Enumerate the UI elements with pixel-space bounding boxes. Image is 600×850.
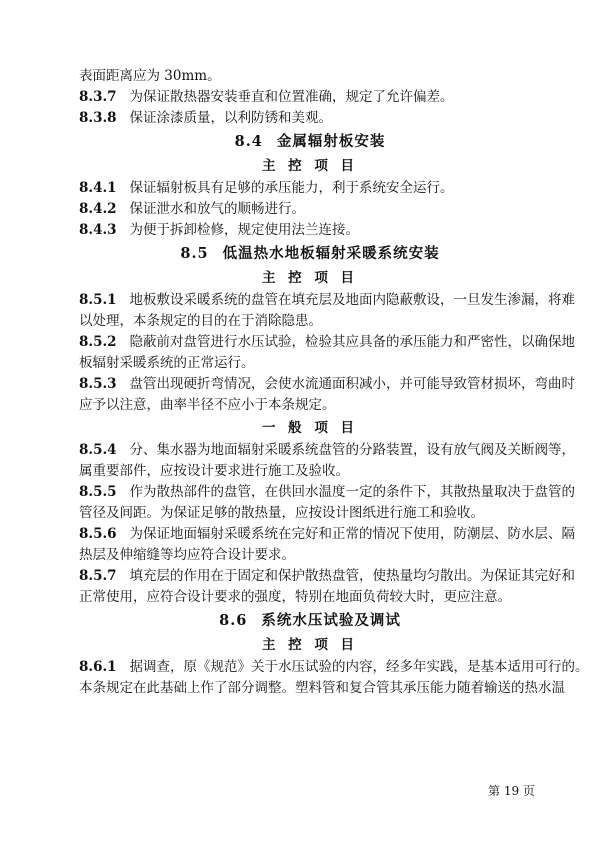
paragraph-line: 正常使用，应符合设计要求的强度，特别在地面负荷较大时，更应注意。 — [79, 589, 511, 605]
section-number: 8.5 — [180, 245, 209, 262]
paragraph-line: 本条规定在此基础上作了部分调整。塑料管和复合管其承压能力随着输送的热水温 — [79, 680, 565, 696]
section-title: 低温热水地板辐射采暖系统安装 — [222, 245, 440, 262]
subsection-heading: 主 控 项 目 — [261, 158, 359, 174]
clause-line — [79, 524, 575, 545]
document-body — [79, 66, 589, 699]
clause-line — [79, 374, 575, 395]
clause-line — [79, 657, 589, 678]
clause-number: 8.5.1 — [79, 292, 117, 308]
clause-number: 8.3.7 — [79, 89, 117, 105]
subsection-heading: 主 控 项 目 — [261, 637, 359, 653]
clause-number: 8.5.4 — [79, 442, 117, 458]
clause-line — [79, 566, 575, 587]
paragraph-line: 以处理，本条规定的目的在于消除隐患。 — [79, 313, 322, 329]
clause-line — [79, 87, 541, 108]
paragraph-line: 热层及伸缩缝等均应符合设计要求。 — [79, 547, 295, 563]
clause-text: 保证涂漆质量，以利防锈和美观。 — [129, 110, 332, 126]
clause-text: 填充层的作用在于固定和保护散热盘管，使热量均匀散出。为保证其完好和 — [129, 568, 575, 584]
paragraph-line: 表面距离应为 30mm。 — [79, 68, 221, 84]
clause-text: 地板敷设采暖系统的盘管在填充层及地面内隐蔽敷设，一旦发生渗漏，将难 — [129, 292, 575, 308]
clause-text: 为保证散热器安装垂直和位置准确，规定了允许偏差。 — [129, 89, 454, 105]
clause-number: 8.4.1 — [79, 180, 117, 196]
clause-text: 盘管出现硬折弯情况，会使水流通面积减小，并可能导致管材损坏，弯曲时 — [129, 376, 575, 392]
clause-line — [79, 199, 541, 220]
clause-number: 8.5.6 — [79, 526, 117, 542]
clause-number: 8.5.3 — [79, 376, 117, 392]
clause-line — [79, 332, 575, 353]
clause-number: 8.5.2 — [79, 334, 117, 350]
subsection-heading: 主 控 项 目 — [261, 270, 359, 286]
clause-line — [79, 178, 541, 199]
clause-text: 保证辐射板具有足够的承压能力，利于系统安全运行。 — [129, 180, 454, 196]
clause-number: 8.3.8 — [79, 110, 117, 126]
clause-number: 8.5.7 — [79, 568, 117, 584]
clause-text: 据调查，原《规范》关于水压试验的内容，经多年实践，是基本适用可行的。 — [129, 659, 589, 675]
clause-text: 为保证地面辐射采暖系统在完好和正常的情况下使用，防潮层、防水层、隔 — [129, 526, 575, 542]
clause-text: 隐蔽前对盘管进行水压试验，检验其应具备的承压能力和严密性，以确保地 — [129, 334, 575, 350]
clause-text: 保证泄水和放气的顺畅进行。 — [129, 201, 305, 217]
clause-number: 8.4.2 — [79, 201, 117, 217]
clause-line — [79, 482, 575, 503]
clause-text: 分、集水器为地面辐射采暖系统盘管的分路装置，设有放气阀及关断阀等， — [129, 442, 575, 458]
section-number: 8.6 — [219, 612, 248, 629]
subsection-heading: 一 般 项 目 — [261, 420, 359, 436]
section-title: 金属辐射板安装 — [276, 133, 386, 150]
section-heading — [79, 241, 541, 266]
clause-number: 8.6.1 — [79, 659, 117, 675]
page-number: 第 19 页 — [488, 784, 535, 798]
paragraph-line: 板辐射采暖系统的正常运行。 — [79, 355, 255, 371]
section-title: 系统水压试验及调试 — [261, 612, 401, 629]
paragraph-line: 管径及间距。为保证足够的散热量，应按设计图纸进行施工和验收。 — [79, 505, 484, 521]
clause-number: 8.4.3 — [79, 222, 117, 238]
clause-line — [79, 220, 541, 241]
clause-line — [79, 290, 575, 311]
clause-line — [79, 108, 541, 129]
clause-text: 作为散热部件的盘管，在供回水温度一定的条件下，其散热量取决于盘管的 — [129, 484, 575, 500]
clause-number: 8.5.5 — [79, 484, 117, 500]
clause-text: 为便于拆卸检修，规定使用法兰连接。 — [129, 222, 359, 238]
paragraph-line: 应予以注意，曲率半径不应小于本条规定。 — [79, 397, 336, 413]
section-heading — [79, 129, 541, 154]
paragraph-line: 属重要部件，应按设计要求进行施工及验收。 — [79, 463, 349, 479]
section-number: 8.4 — [234, 133, 263, 150]
clause-line — [79, 440, 575, 461]
section-heading — [79, 608, 541, 633]
